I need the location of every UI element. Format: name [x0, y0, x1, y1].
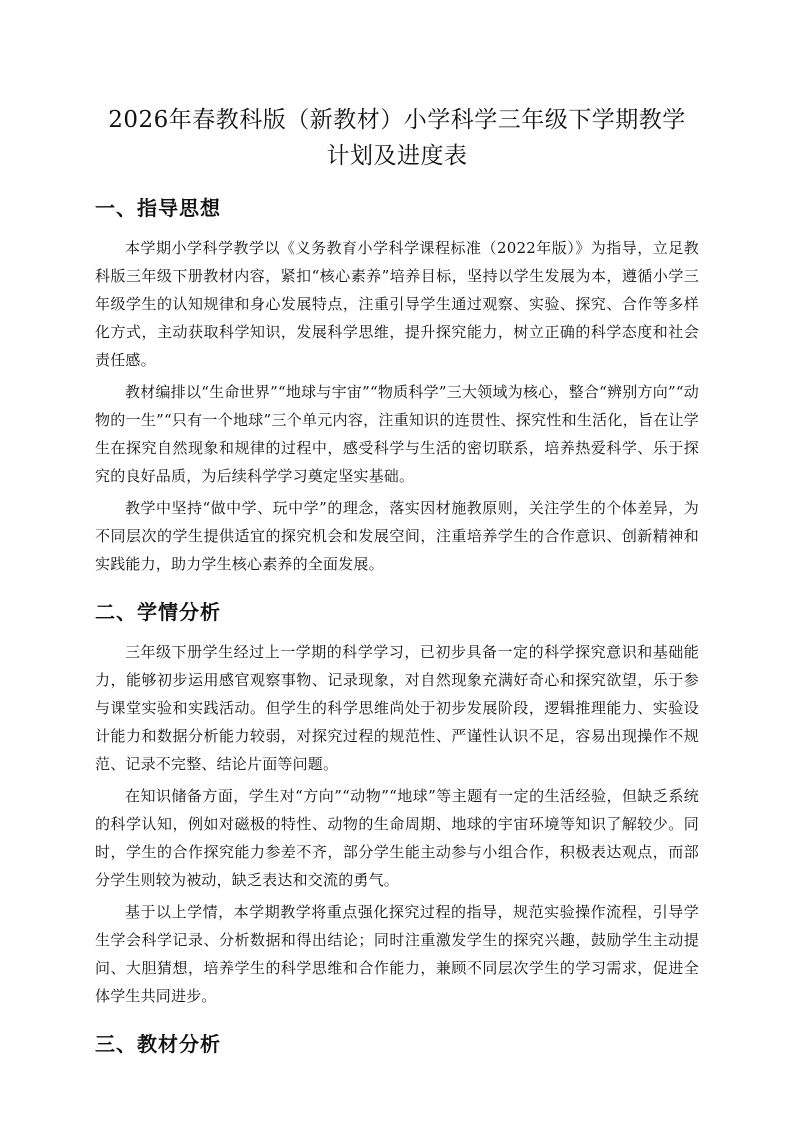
section-heading: 一、指导思想: [95, 196, 221, 220]
paragraph: 教学中坚持“做中学、玩中学”的理念，落实因材施教原则，关注学生的个体差异，为不同层次的学生提供适宜的探究机会和发展空间，注重培养学生的合作意识、创新精神和实践能力，助力学生核心素养的全面发展。: [95, 499, 699, 573]
section-textbook-analysis: [95, 1030, 699, 1058]
paragraph: 三年级下册学生经过上一学期的科学学习，已初步具备一定的科学探究意识和基础能力，能够初步运用感官观察事物、记录现象，对自然现象充满好奇心和探究欲望，乐于参与课堂实验和实践活动。但学生的科学思维尚处于初步发展阶段，逻辑推理能力、实验设计能力和数据分析能力较弱，对探究过程的规范性、严谨性认识不足，容易出现操作不规范、记录不完整、结论片面等问题。: [95, 643, 699, 773]
paragraph: 本学期小学科学教学以《义务教育小学科学课程标准（2022年版）》为指导，立足教科版三年级下册教材内容，紧扣“核心素养”培养目标，坚持以学生发展为本，遵循小学三年级学生的认知规律和身心发展特点，注重引导学生通过观察、实验、探究、合作等多样化方式，主动获取科学知识，发展科学思维，提升探究能力，树立正确的科学态度和社会责任感。: [95, 239, 699, 369]
section-heading: 二、学情分析: [95, 600, 221, 624]
document-title: [95, 102, 699, 174]
section-guiding-ideology: [95, 194, 699, 578]
section-heading: 三、教材分析: [95, 1032, 221, 1056]
title-line-1: 2026年春教科版（新教材）小学科学三年级下学期教学: [108, 107, 686, 133]
section-student-analysis: [95, 598, 699, 1010]
title-line-2: 计划及进度表: [326, 143, 468, 169]
paragraph: 在知识储备方面，学生对“方向”“动物”“地球”等主题有一定的生活经验，但缺乏系统的科学认知，例如对磁极的特性、动物的生命周期、地球的宇宙环境等知识了解较少。同时，学生的合作探究能力参差不齐，部分学生能主动参与小组合作，积极表达观点，而部分学生则较为被动，缺乏表达和交流的勇气。: [95, 787, 699, 889]
paragraph: 基于以上学情，本学期教学将重点强化探究过程的指导，规范实验操作流程，引导学生学会科学记录、分析数据和得出结论；同时注重激发学生的探究兴趣，鼓励学生主动提问、大胆猜想，培养学生的科学思维和合作能力，兼顾不同层次学生的学习需求，促进全体学生共同进步。: [95, 903, 699, 1005]
paragraph: 教材编排以“生命世界”“地球与宇宙”“物质科学”三大领域为核心，整合“辨别方向”“动物的一生”“只有一个地球”三个单元内容，注重知识的连贯性、探究性和生活化，旨在让学生在探究自然现象和规律的过程中，感受科学与生活的密切联系，培养热爱科学、乐于探究的良好品质，为后续科学学习奠定坚实基础。: [95, 383, 699, 485]
